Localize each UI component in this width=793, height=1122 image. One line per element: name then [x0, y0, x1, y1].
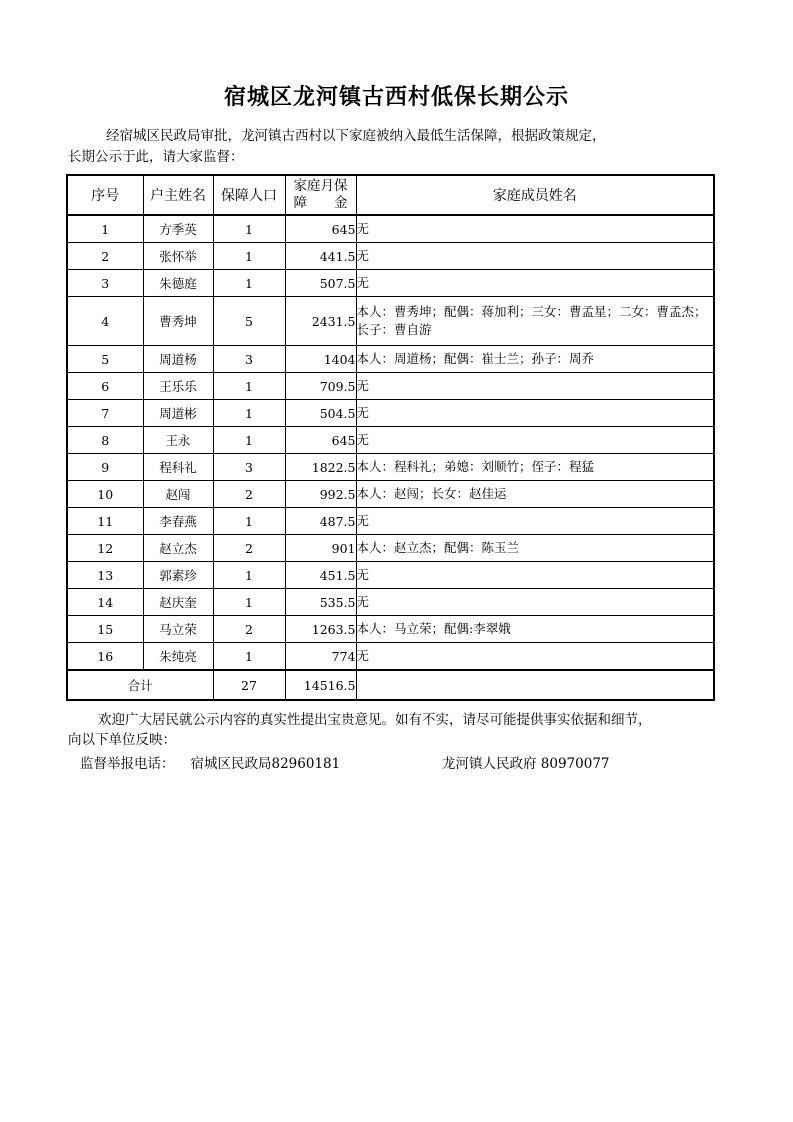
row-amount: 1263.5 [285, 616, 356, 643]
table-row [67, 373, 714, 400]
row-no: 15 [67, 616, 143, 643]
row-count: 3 [213, 346, 285, 373]
row-members: 本人：赵立杰；配偶：陈玉兰 [356, 535, 714, 562]
row-head-name: 赵闯 [143, 481, 213, 508]
table-row [67, 454, 714, 481]
row-head-name: 周道杨 [143, 346, 213, 373]
table-row [67, 562, 714, 589]
row-members: 无 [356, 373, 714, 400]
row-count: 5 [213, 297, 285, 346]
row-head-name: 郭素珍 [143, 562, 213, 589]
feedback-line-1: 欢迎广大居民就公示内容的真实性提出宝贵意见。如有不实，请尽可能提供事实依据和细节， [98, 712, 652, 728]
row-head-name: 程科礼 [143, 454, 213, 481]
row-head-name: 李春燕 [143, 508, 213, 535]
table-row [67, 481, 714, 508]
header-head-name: 户主姓名 [143, 175, 213, 215]
row-head-name: 王乐乐 [143, 373, 213, 400]
page-title: 宿城区龙河镇古西村低保长期公示 [223, 85, 569, 110]
row-no: 12 [67, 535, 143, 562]
row-amount: 992.5 [285, 481, 356, 508]
row-members: 无 [356, 400, 714, 427]
row-amount: 504.5 [285, 400, 356, 427]
table-row [67, 400, 714, 427]
row-members: 本人：赵闯；长女：赵佳运 [356, 481, 714, 508]
row-amount: 645 [285, 427, 356, 454]
total-count: 27 [213, 670, 285, 700]
row-count: 1 [213, 373, 285, 400]
header-amount [285, 175, 356, 215]
row-amount: 535.5 [285, 589, 356, 616]
row-no: 5 [67, 346, 143, 373]
table-row [67, 616, 714, 643]
row-no: 13 [67, 562, 143, 589]
total-row [67, 670, 714, 700]
row-count: 1 [213, 427, 285, 454]
header-members: 家庭成员姓名 [356, 175, 714, 215]
hotline-bureau: 宿城区民政局82960181 [190, 756, 341, 772]
table-row [67, 346, 714, 373]
row-count: 3 [213, 454, 285, 481]
row-count: 2 [213, 616, 285, 643]
table-row [67, 270, 714, 297]
row-members: 本人：周道杨；配偶：崔士兰；孙子：周乔 [356, 346, 714, 373]
table-row [67, 508, 714, 535]
row-head-name: 朱纯亮 [143, 643, 213, 671]
row-count: 1 [213, 562, 285, 589]
header-amount-line1: 家庭月保 [293, 178, 348, 194]
row-no: 11 [67, 508, 143, 535]
row-no: 4 [67, 297, 143, 346]
total-members-empty [356, 670, 714, 700]
row-amount: 1822.5 [285, 454, 356, 481]
row-count: 1 [213, 508, 285, 535]
header-no: 序号 [67, 175, 143, 215]
header-count: 保障人口 [213, 175, 285, 215]
row-members: 无 [356, 589, 714, 616]
header-amount-line2: 障 金 [293, 195, 348, 211]
row-members: 无 [356, 427, 714, 454]
row-amount: 441.5 [285, 243, 356, 270]
row-count: 2 [213, 535, 285, 562]
row-members: 本人：曹秀坤；配偶：蒋加利；三女：曹孟星；二女：曹孟杰；长子：曹自游 [356, 297, 714, 346]
row-no: 7 [67, 400, 143, 427]
table-row [67, 243, 714, 270]
table-body [67, 215, 714, 670]
row-members: 无 [356, 215, 714, 243]
row-members: 无 [356, 562, 714, 589]
total-amount: 14516.5 [285, 670, 356, 700]
row-head-name: 朱德庭 [143, 270, 213, 297]
row-members: 无 [356, 270, 714, 297]
row-count: 1 [213, 400, 285, 427]
intro-line-1: 经宿城区民政局审批，龙河镇古西村以下家庭被纳入最低生活保障，根据政策规定， [106, 128, 606, 144]
row-no: 10 [67, 481, 143, 508]
row-head-name: 赵庆奎 [143, 589, 213, 616]
table-row [67, 297, 714, 346]
row-no: 16 [67, 643, 143, 671]
row-head-name: 张怀举 [143, 243, 213, 270]
row-no: 1 [67, 215, 143, 243]
row-amount: 709.5 [285, 373, 356, 400]
row-amount: 901 [285, 535, 356, 562]
row-members: 无 [356, 243, 714, 270]
table-row [67, 427, 714, 454]
table-header-row [67, 175, 714, 215]
row-members: 本人：马立荣；配偶:李翠娥 [356, 616, 714, 643]
row-no: 6 [67, 373, 143, 400]
table-row [67, 643, 714, 671]
welfare-table [66, 174, 715, 701]
row-members: 无 [356, 643, 714, 671]
hotline-line [80, 752, 720, 772]
row-amount: 774 [285, 643, 356, 671]
row-no: 14 [67, 589, 143, 616]
intro-line-2: 长期公示于此，请大家监督： [68, 149, 244, 165]
row-head-name: 周道彬 [143, 400, 213, 427]
hotline-label: 监督举报电话： [80, 756, 175, 772]
row-no: 2 [67, 243, 143, 270]
row-head-name: 马立荣 [143, 616, 213, 643]
row-no: 9 [67, 454, 143, 481]
row-members: 无 [356, 508, 714, 535]
row-members: 本人：程科礼；弟媳：刘顺竹；侄子：程猛 [356, 454, 714, 481]
table-row [67, 589, 714, 616]
feedback-paragraph [68, 710, 718, 750]
row-count: 1 [213, 215, 285, 243]
row-count: 1 [213, 589, 285, 616]
row-amount: 487.5 [285, 508, 356, 535]
total-label: 合计 [67, 670, 213, 700]
row-count: 1 [213, 243, 285, 270]
table-row [67, 215, 714, 243]
row-count: 1 [213, 643, 285, 671]
feedback-line-2: 向以下单位反映： [68, 732, 176, 748]
table-row [67, 535, 714, 562]
intro-paragraph [68, 126, 718, 168]
hotline-government: 龙河镇人民政府 80970077 [442, 756, 610, 772]
row-amount: 2431.5 [285, 297, 356, 346]
row-head-name: 曹秀坤 [143, 297, 213, 346]
row-count: 1 [213, 270, 285, 297]
row-head-name: 赵立杰 [143, 535, 213, 562]
row-amount: 451.5 [285, 562, 356, 589]
row-amount: 507.5 [285, 270, 356, 297]
row-head-name: 王永 [143, 427, 213, 454]
row-no: 3 [67, 270, 143, 297]
row-count: 2 [213, 481, 285, 508]
row-no: 8 [67, 427, 143, 454]
row-amount: 1404 [285, 346, 356, 373]
row-amount: 645 [285, 215, 356, 243]
row-head-name: 方季英 [143, 215, 213, 243]
